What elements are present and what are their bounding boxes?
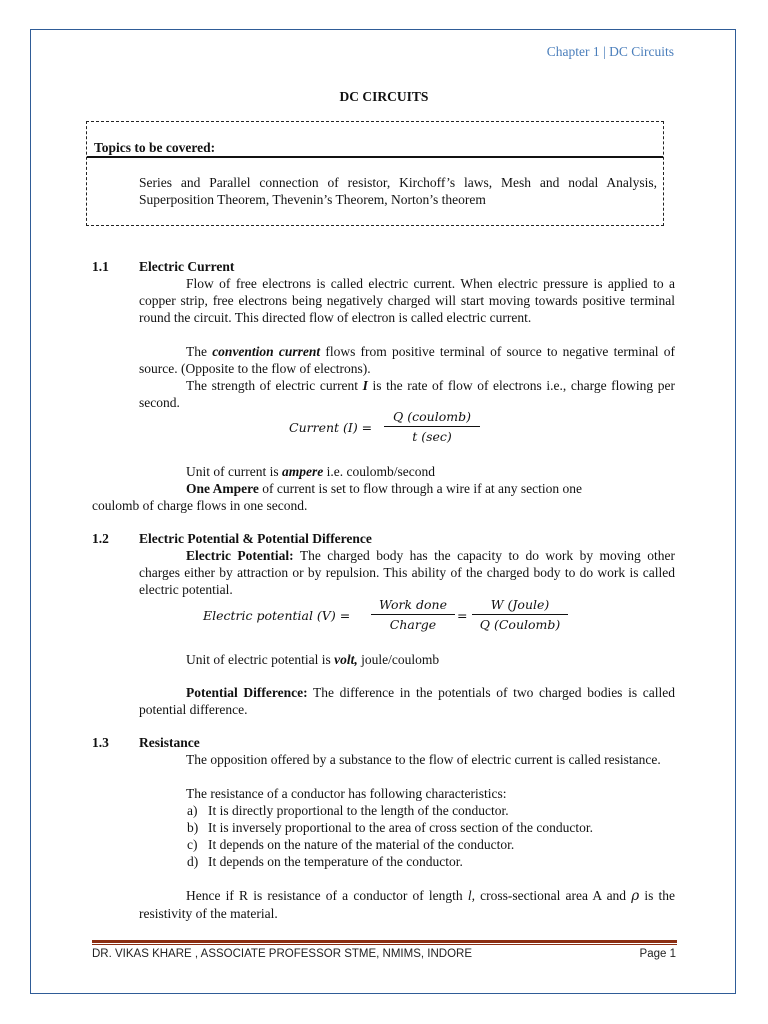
section-number: 1.2	[92, 531, 109, 546]
potential-equation-fraction-2: W (Joule) Q (Coulomb)	[472, 597, 568, 632]
section-title: Electric Current	[139, 259, 235, 274]
page-title: DC CIRCUITS	[339, 89, 429, 104]
list-item: b) It is inversely proportional to the area of cross section of the conductor.	[187, 820, 594, 835]
section-title: Resistance	[139, 735, 200, 750]
topics-body: Series and Parallel connection of resistor, Kirchoff’s laws, Mesh and nodal Analysis, Superposition Theorem, Thevenin’s Theorem, Norton’s theorem	[139, 175, 657, 207]
footer-author: DR. VIKAS KHARE , ASSOCIATE PROFESSOR STME, NMIMS, INDORE	[92, 948, 472, 960]
topics-divider	[87, 156, 663, 158]
section-1-2-heading	[92, 531, 372, 547]
one-ampere-line-2: coulomb of charge flows in one second.	[92, 498, 308, 513]
chapter-header: Chapter 1 | DC Circuits	[546, 44, 674, 59]
footer-rule-thin	[92, 944, 677, 945]
section-title: Electric Potential & Potential Difference	[139, 531, 372, 546]
current-paragraph-1: Flow of free electrons is called electric current. When electric pressure is applied to a copper strip, free electrons being negatively charged will start moving towards positive terminal round the circuit. This directed flow of electron is called electric current.	[139, 276, 675, 325]
footer-rule-thick	[92, 940, 677, 943]
current-paragraph-2: The convention current flows from positive terminal of source to negative terminal of source. (Opposite to the flow of electrons).	[139, 344, 676, 376]
potential-equation-fraction-1: Work done Charge	[371, 597, 455, 632]
section-number: 1.3	[92, 735, 109, 750]
topics-heading: Topics to be covered:	[94, 140, 216, 155]
resistance-hence-paragraph: Hence if R is resistance of a conductor of length l, cross-sectional area A and ρ is the resistivity of the material.	[139, 888, 675, 921]
current-equation-fraction: Q (coulomb) t (sec)	[384, 409, 480, 444]
section-number: 1.1	[92, 259, 109, 274]
resistance-paragraph-1: The opposition offered by a substance to the flow of electric current is called resistance.	[186, 752, 661, 767]
potential-equation-lhs: Electric potential (V) =	[203, 608, 351, 623]
potential-equation-equals: =	[457, 608, 468, 623]
section-1-1-heading	[92, 259, 234, 275]
current-unit: Unit of current is ampere i.e. coulomb/second	[186, 464, 435, 479]
potential-unit: Unit of electric potential is volt, joule/coulomb	[186, 652, 440, 667]
list-item: a) It is directly proportional to the length of the conductor.	[187, 803, 509, 818]
electric-potential-paragraph: Electric Potential: The charged body has the capacity to do work by moving other charges either by attraction or by repulsion. This ability of the charged body to do work is called electric potential.	[139, 548, 675, 597]
resistance-characteristics-list	[187, 802, 593, 870]
list-item: c) It depends on the nature of the material of the conductor.	[187, 837, 515, 852]
current-equation-lhs: Current (I) =	[289, 420, 373, 435]
current-paragraph-3: The strength of electric current I is the rate of flow of electrons i.e., charge flowing per second.	[139, 378, 675, 410]
one-ampere-line-1: One Ampere of current is set to flow through a wire if at any section one	[186, 481, 583, 496]
resistance-paragraph-2: The resistance of a conductor has following characteristics:	[186, 786, 507, 801]
potential-difference-paragraph: Potential Difference: The difference in the potentials of two charged bodies is called potential difference.	[139, 685, 675, 717]
section-1-3-heading	[92, 735, 200, 751]
list-item: d) It depends on the temperature of the conductor.	[187, 854, 463, 869]
footer-page-number: Page 1	[639, 948, 676, 960]
topics-box	[86, 121, 664, 226]
